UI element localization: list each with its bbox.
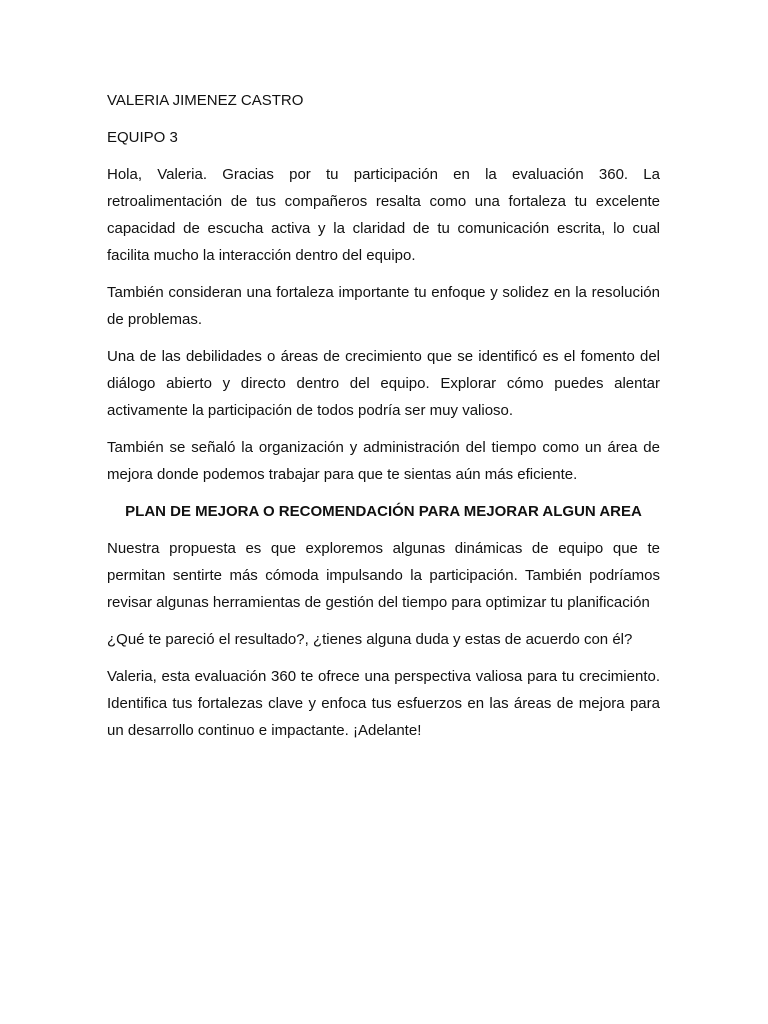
strength-paragraph: También consideran una fortaleza importante tu enfoque y solidez en la resolución de problemas.: [107, 284, 660, 328]
team-label: EQUIPO 3: [107, 129, 178, 146]
greeting-paragraph: Hola, Valeria. Gracias por tu participación en la evaluación 360. La retroalimentación de tus compañeros resalta como una fortaleza tu excelente capacidad de escucha activa y la claridad de tu comunicación escrita, lo cual facilita mucho la interacción dentro del equipo.: [107, 166, 660, 264]
closing-paragraph: Valeria, esta evaluación 360 te ofrece una perspectiva valiosa para tu crecimiento. Identifica tus fortalezas clave y enfoca tus esfuerzos en las áreas de mejora para un desarrollo continuo e impactante. ¡Adelante!: [107, 668, 660, 739]
document-body: [107, 87, 660, 754]
question-paragraph: ¿Qué te pareció el resultado?, ¿tienes alguna duda y estas de acuerdo con él?: [107, 631, 633, 648]
section-heading: PLAN DE MEJORA O RECOMENDACIÓN PARA MEJORAR ALGUN AREA: [125, 503, 642, 520]
growth-area-paragraph: Una de las debilidades o áreas de crecimiento que se identificó es el fomento del diálogo abierto y directo dentro del equipo. Explorar cómo puedes alentar activamente la participación de todos podría ser muy valioso.: [107, 348, 660, 419]
time-management-paragraph: También se señaló la organización y administración del tiempo como un área de mejora donde podemos trabajar para que te sientas aún más eficiente.: [107, 439, 660, 483]
recipient-name: VALERIA JIMENEZ CASTRO: [107, 92, 304, 109]
plan-paragraph: Nuestra propuesta es que exploremos algunas dinámicas de equipo que te permitan sentirte más cómoda impulsando la participación. También podríamos revisar algunas herramientas de gestión del tiempo para optimizar tu planificación: [107, 540, 660, 611]
